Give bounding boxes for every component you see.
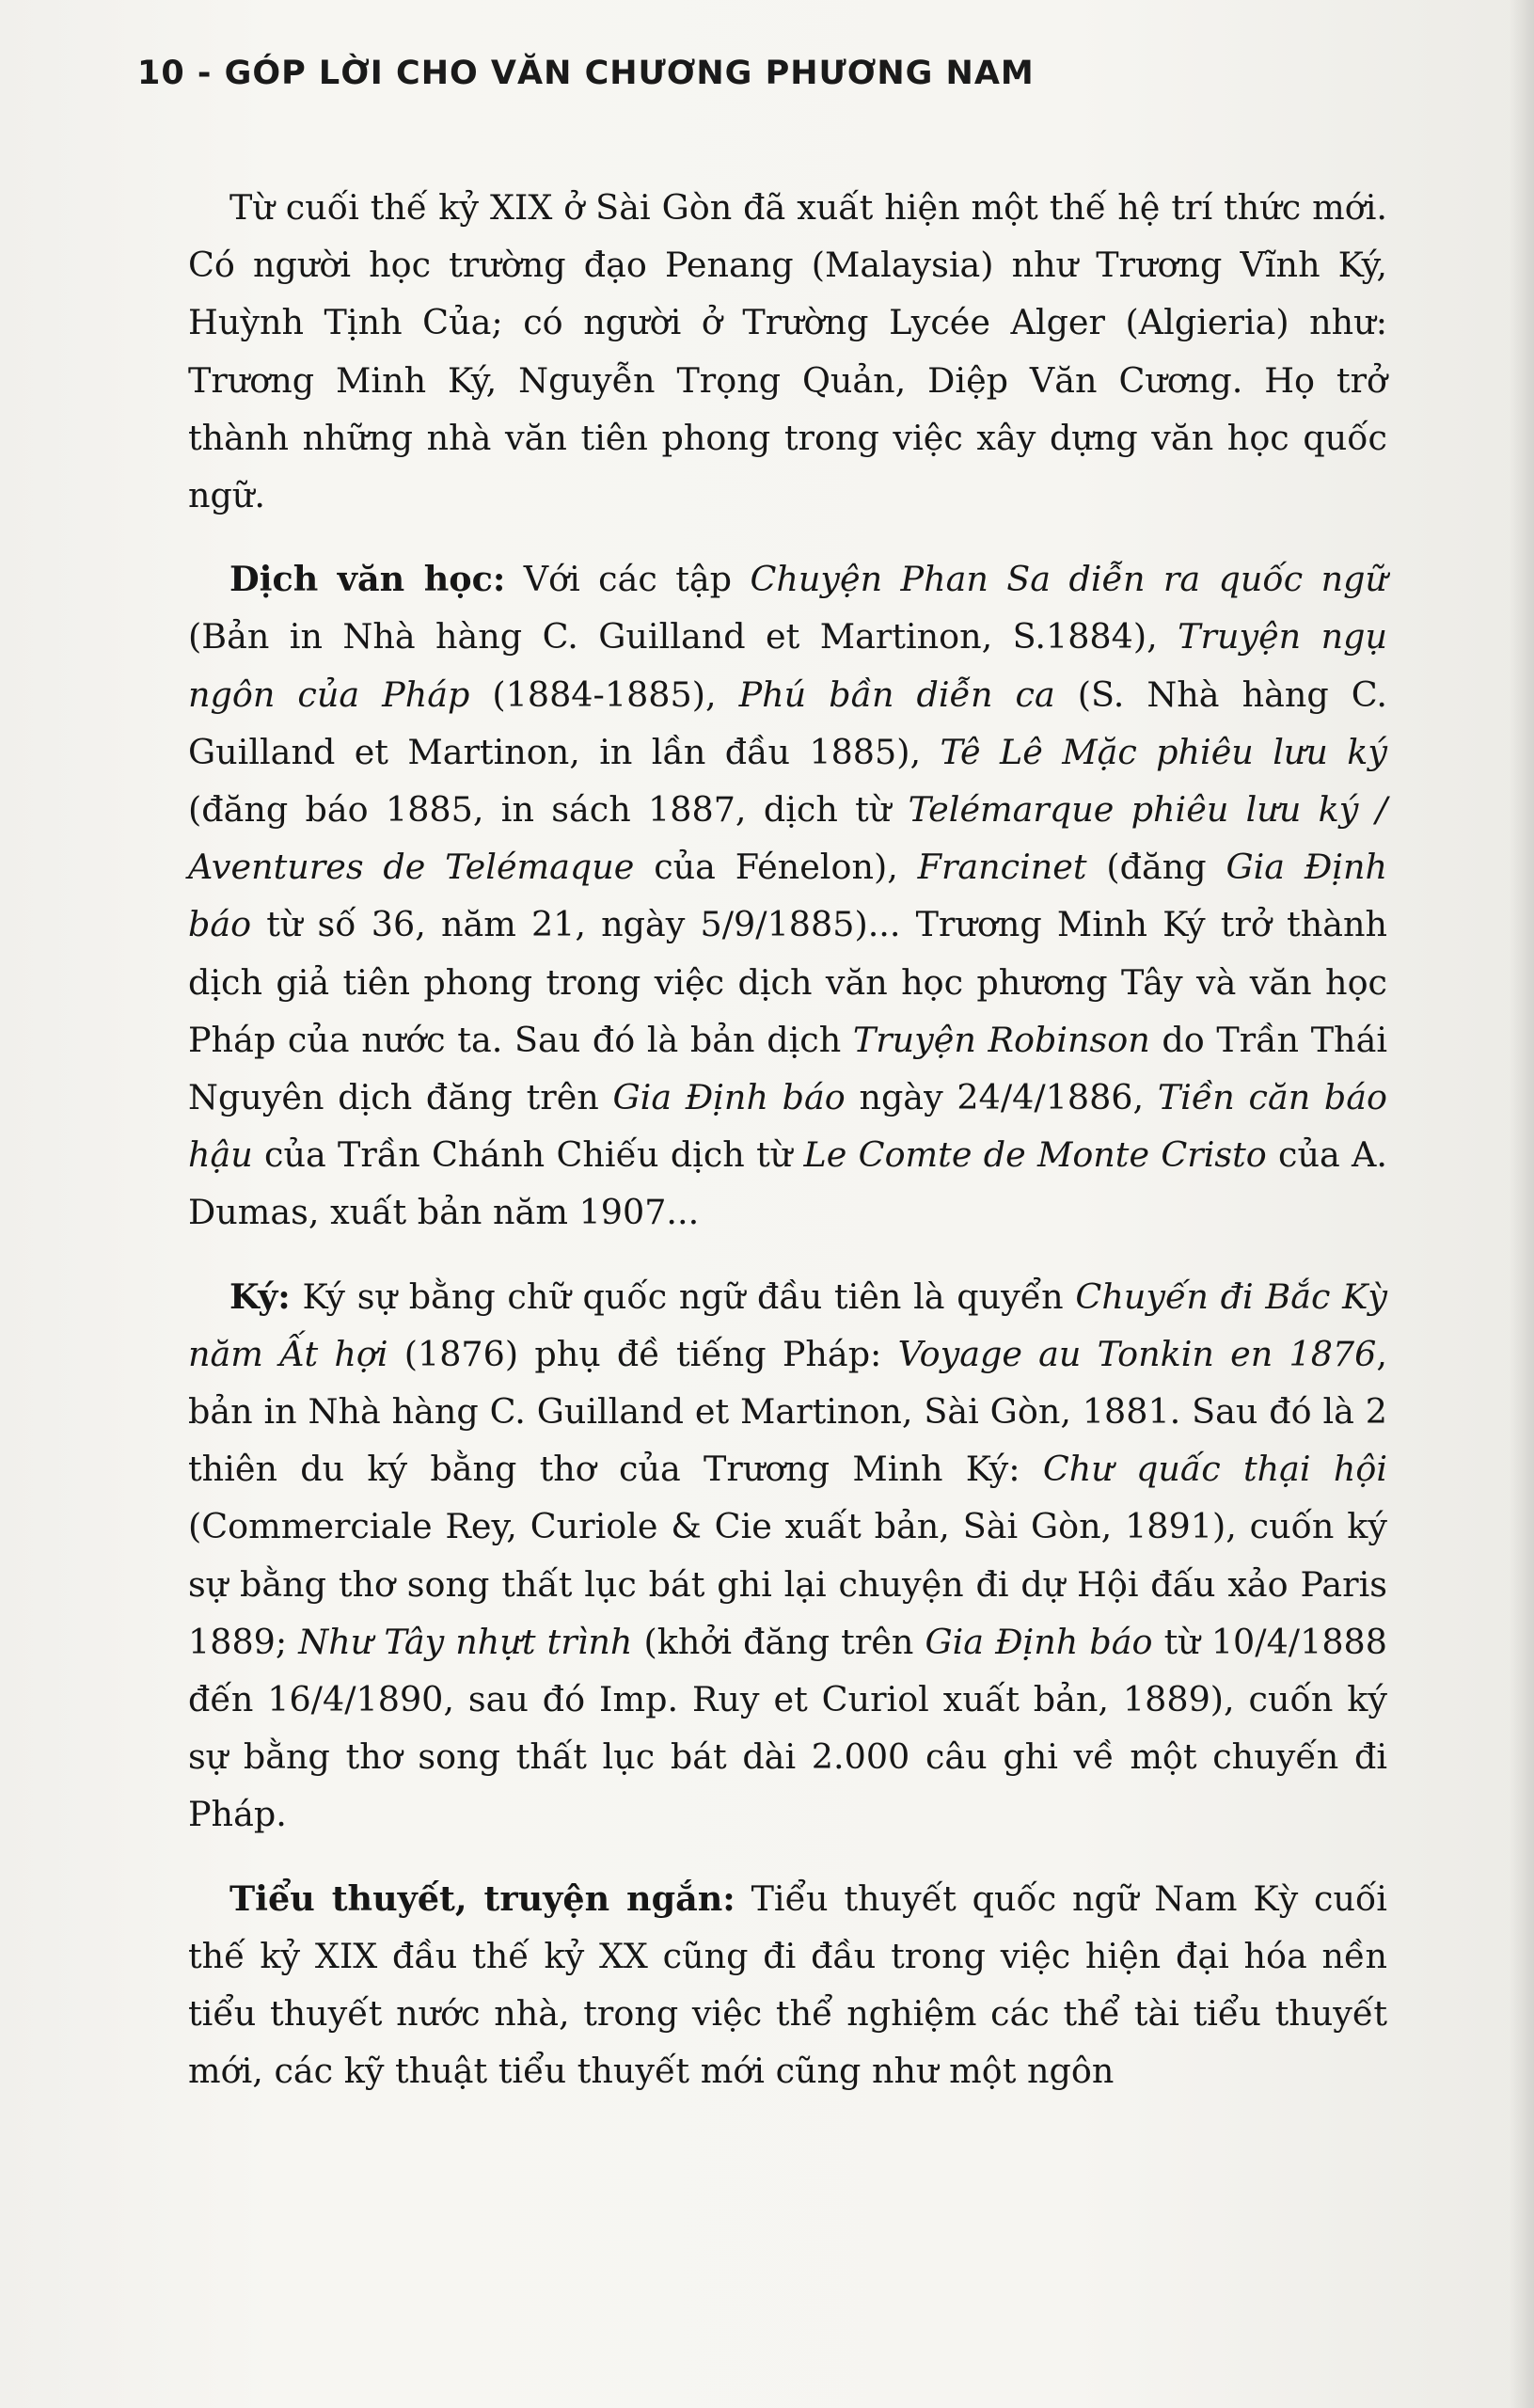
paragraph-intro: Từ cuối thế kỷ XIX ở Sài Gòn đã xuất hiện một thế hệ trí thức mới. Có người học trường đạo Penang (Malaysia) như Trương Vĩnh Ký, Huỳnh Tịnh Của; có người ở Trường Lycée Alger (Algieria) như: Trương Minh Ký, Nguyễn Trọng Quản, Diệp Văn Cương. Họ trở thành những nhà văn tiên phong trong việc xây dựng văn học quốc ngữ. (188, 187, 1387, 516)
work-title: Phú bần diễn ca (738, 673, 1055, 715)
work-title: Le Comte de Monte Cristo (803, 1134, 1267, 1176)
text-run: của Fénelon), (634, 847, 918, 888)
text-run: (đăng báo 1885, in sách 1887, dịch từ (188, 789, 909, 831)
text-run: của Trần Chánh Chiếu dịch từ (252, 1134, 804, 1176)
text-run: Ký sự bằng chữ quốc ngữ đầu tiên là quyển (290, 1275, 1076, 1317)
text-run: (S. Nhà hàng C. Guilland et Martinon, in lần đầu 1885), (188, 673, 1388, 772)
work-title: Như Tây nhựt trình (298, 1621, 633, 1662)
work-title: Voyage au Tonkin en 1876 (897, 1333, 1377, 1374)
work-title: Gia Định báo (188, 847, 1388, 945)
work-title: Chuyến đi Bắc Kỳ năm Ất hợi (188, 1275, 1387, 1374)
work-title: Truyện Robinson (852, 1019, 1150, 1060)
text-run: (khởi đăng trên (632, 1621, 925, 1662)
text-run: do Trần Thái Nguyên dịch đăng trên (188, 1019, 1387, 1118)
paragraph-novel (188, 1870, 1387, 2100)
work-title: Gia Định báo (612, 1077, 846, 1118)
work-title: Truyện ngụ ngôn của Pháp (188, 616, 1388, 715)
paragraph-memoir (188, 1268, 1387, 1844)
work-title: Tê Lê Mặc phiêu lưu ký (940, 731, 1387, 772)
text-run: , bản in Nhà hàng C. Guilland et Martinon, Sài Gòn, 1881. Sau đó là 2 thiên du ký bằng thơ của Trương Minh Ký: (188, 1333, 1387, 1490)
work-title: Chư quấc thại hội (1042, 1449, 1387, 1490)
work-title: Gia Định báo (925, 1621, 1153, 1662)
text-run: (1884-1885), (469, 673, 739, 715)
text-run: (Commerciale Rey, Curiole & Cie xuất bản, Sài Gòn, 1891), cuốn ký sự bằng thơ song thất lục bát ghi lại chuyện đi dự Hội đấu xảo Paris 1889; (188, 1506, 1387, 1662)
work-title: Chuyện Phan Sa diễn ra quốc ngữ (750, 559, 1387, 600)
section-lead-memoir: Ký: (229, 1275, 291, 1317)
text-run: (đăng (1086, 847, 1226, 888)
text-run: Tiểu thuyết quốc ngữ Nam Kỳ cuối thế kỷ XIX đầu thế kỷ XX cũng đi đầu trong việc hiện đại hóa nền tiểu thuyết nước nhà, trong việc thể nghiệm các thể tài tiểu thuyết mới, các kỹ thuật tiểu thuyết mới cũng như một ngôn (188, 1877, 1387, 2092)
text-run: từ số 36, năm 21, ngày 5/9/1885)... Trương Minh Ký trở thành dịch giả tiên phong trong việc dịch văn học phương Tây và văn học Pháp của nước ta. Sau đó là bản dịch (188, 904, 1387, 1060)
text-run: ngày 24/4/1886, (845, 1077, 1158, 1118)
paragraph-translation (188, 550, 1387, 1241)
section-lead-novel: Tiểu thuyết, truyện ngắn: (229, 1877, 735, 1919)
text-run: (1876) phụ đề tiếng Pháp: (387, 1333, 898, 1374)
text-run: (Bản in Nhà hàng C. Guilland et Martinon, S.1884), (188, 616, 1178, 657)
body-text (188, 179, 1387, 2127)
running-head: 10 - GÓP LỜI CHO VĂN CHƯƠNG PHƯƠNG NAM (137, 55, 1035, 92)
section-lead-translation: Dịch văn học: (229, 559, 506, 600)
text-run: từ 10/4/1888 đến 16/4/1890, sau đó Imp. Ruy et Curiol xuất bản, 1889), cuốn ký sự bằng thơ song thất lục bát dài 2.000 câu ghi về một chuyến đi Pháp. (188, 1621, 1387, 1835)
work-title: Tiền căn báo hậu (188, 1077, 1388, 1176)
page-edge-shadow (1510, 0, 1534, 2408)
text-run: của A. Dumas, xuất bản năm 1907... (188, 1134, 1387, 1233)
work-title: Francinet (917, 847, 1087, 888)
text-run: Với các tập (505, 559, 751, 600)
work-title: Telémarque phiêu lưu ký / Aventures de Telémaque (188, 789, 1388, 888)
